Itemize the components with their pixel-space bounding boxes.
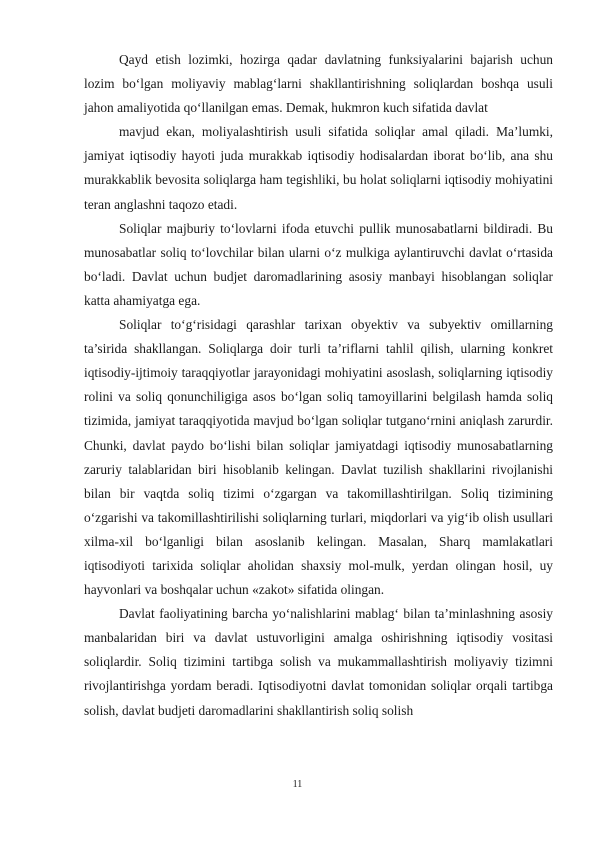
paragraph-1: Qayd etish lozimki, hozirga qadar davlatning funksiyalarini bajarish uchun lozim bo‘lgan moliyaviy mablag‘larni shakllantirishning soliqlardan boshqa usuli jahon amaliyotida qo‘llanilgan emas. Demak, hukmron kuch sifatida davlat xyxy=(84,52,553,116)
paragraph-2: mavjud ekan, moliyalashtirish usuli sifatida soliqlar amal qiladi. Ma’lumki, jamiyat iqtisodiy hayoti juda murakkab iqtisodiy hodisalardan iborat bo‘lib, ana shu murakkablik bevosita soliqlarga ham tegishliki, bu holat soliqlarni iqtisodiy mohiyatini teran anglashni taqozo etadi. xyxy=(84,124,553,212)
paragraph-4: Soliqlar to‘g‘risidagi qarashlar tarixan obyektiv va subyektiv omillarning ta’sirida shakllangan. Soliqlarga doir turli ta’riflarni tahlil qilish, ularning konkret iqtisodiy-ijtimoiy taraqqiyotlar jarayonidagi mohiyatini asoslash, soliqlarning iqtisodiy rolini va soliq qonunchiligiga asos bo‘lgan soliq tamoyillarini belgilash hamda soliq tizimida, jamiyat taraqqiyotida mavjud bo‘lgan soliqlar tutgano‘rnini aniqlash zarurdir. Chunki, davlat paydo bo‘lishi bilan soliqlar jamiyatdagi iqtisodiy munosabatlarning zaruriy talablaridan biri hisoblanib kelingan. Davlat tuzilish shakllarini rivojlanishi bilan bir vaqtda soliq tizimi o‘zgargan va takomillashtirilgan. Soliq tizimining o‘zgarishi va takomillashtirilishi soliqlarning turlari, miqdorlari va yig‘ib olish usullari xilma-xil bo‘lganligi bilan asoslanib kelingan. Masalan, Sharq mamlakatlari iqtisodiyoti tarixida soliqlar aholidan shaxsiy mol-mulk, yerdan olingan hosil, uy hayvonlari va boshqalar uchun «zakot» sifatida olingan. xyxy=(84,317,553,598)
paragraph-5: Davlat faoliyatining barcha yo‘nalishlarini mablag‘ bilan ta’minlashning asosiy manbalaridan biri va davlat ustuvorligini amalga oshirishning iqtisodiy vositasi soliqlardir. Soliq tizimini tartibga solish va mukammallashtirish moliyaviy tizimni rivojlantirishga yordam beradi. Iqtisodiyotni davlat tomonidan soliqlar orqali tartibga solish, davlat budjeti daromadlarini shakllantirish soliq solish xyxy=(84,606,553,718)
page-number: 11 xyxy=(292,779,303,790)
body-text xyxy=(84,48,553,723)
paragraph-3: Soliqlar majburiy to‘lovlarni ifoda etuvchi pullik munosabatlarni bildiradi. Bu munosabatlar soliq to‘lovchilar bilan ularni o‘z mulkiga aylantiruvchi davlat o‘rtasida bo‘ladi. Davlat uchun budjet daromadlarining asosiy manbayi hisoblangan soliqlar katta ahamiyatga ega. xyxy=(84,220,553,308)
